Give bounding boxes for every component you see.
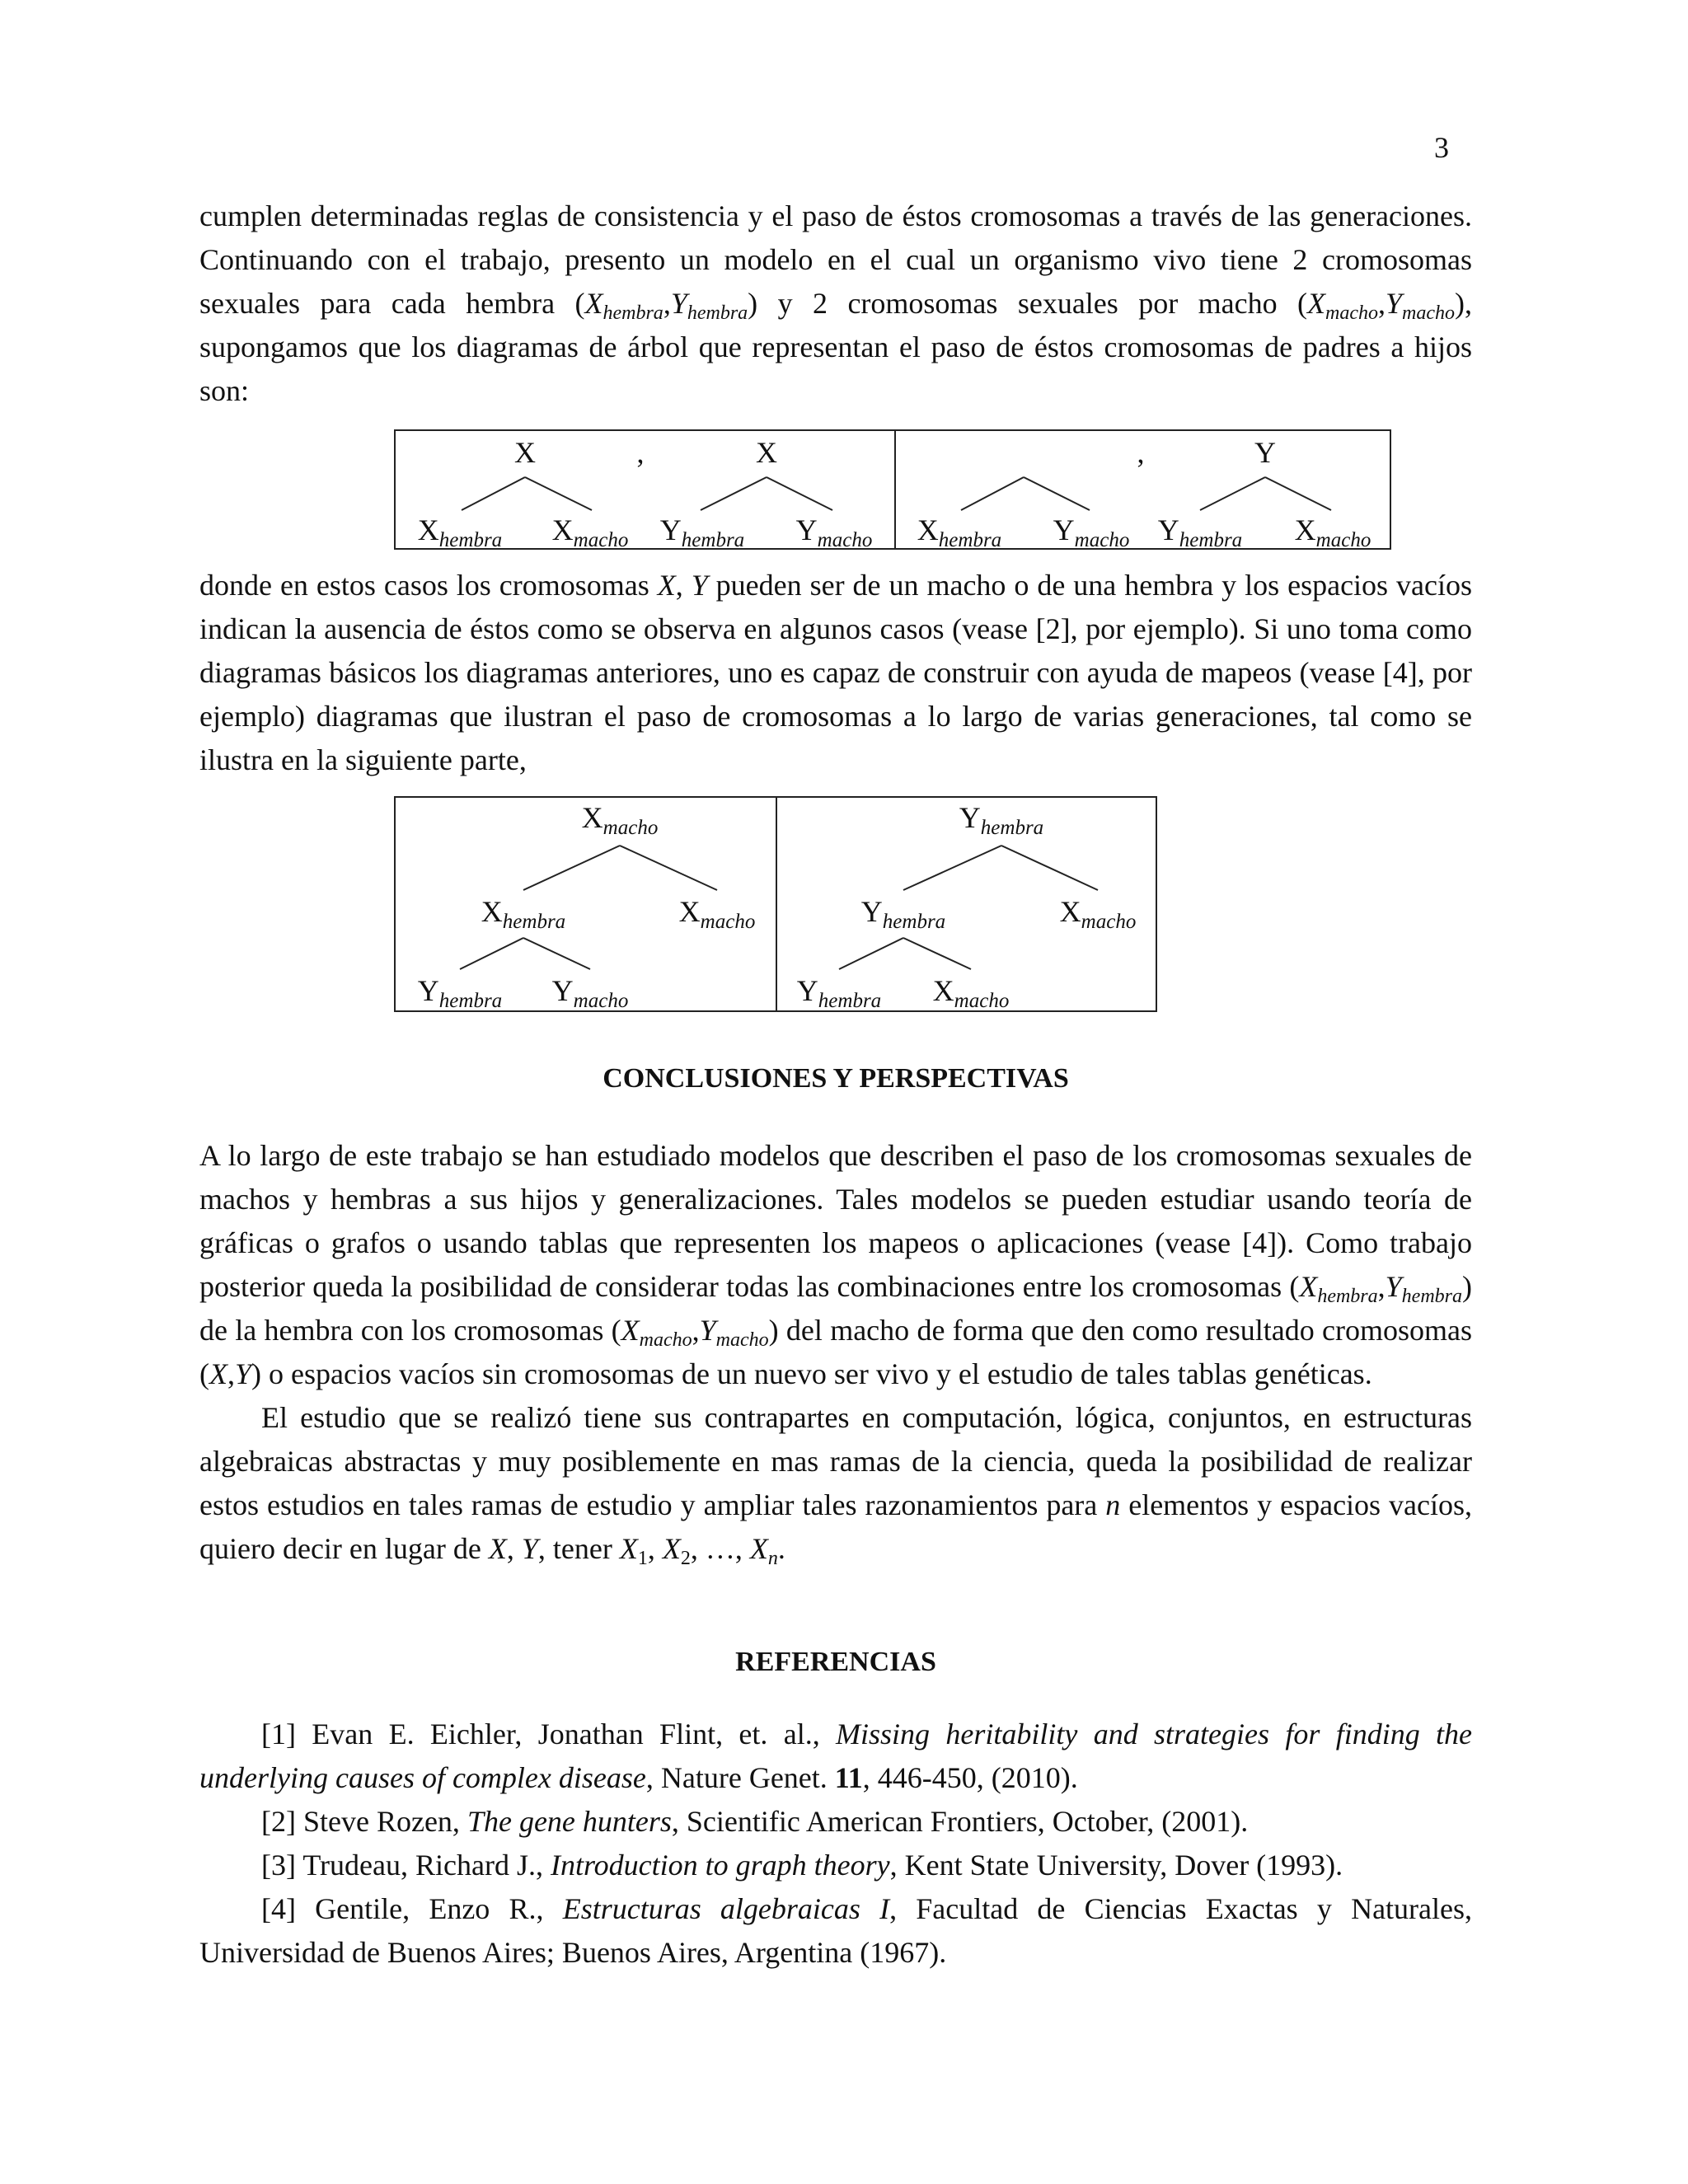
branch-line [1001, 846, 1098, 890]
branch-line [961, 477, 1024, 510]
paragraph-diagram-explanation: donde en estos casos los cromosomas X, Y pueden ser de un macho o de una hembra y los espacios vacíos indican la ausencia de éstos como se observa en algunos casos (vease [2], por ejemplo). Si uno toma como diagramas básicos los diagramas anteriores, uno es capaz de construir con ayuda de mapeos (vease [4], por ejemplo) diagramas que ilustran el paso de cromosomas a lo largo de varias generaciones, tal como se ilustra en la siguiente parte, [199, 569, 1472, 776]
tree-leaf: $Y_{hembra}$ [1157, 513, 1243, 551]
page-number: 3 [1434, 131, 1449, 164]
paragraph-conclusions: A lo largo de este trabajo se han estudiado modelos que describen el paso de los cromosomas sexuales de machos y hembras a sus hijos y generalizaciones. Tales modelos se pueden estudiar usando teoría de gráficas o grafos o usando tablas que representen los mapeos o aplicaciones (vease [4]). Como trabajo posterior queda la posibilidad de considerar todas las combinaciones entre los cromosomas $(X_{hembra},Y_{hembra})$ de la hembra con los cromosomas $(X_{macho},Y_{macho})$ del macho de forma que den como resultado cromosomas (X,Y) o espacios vacíos sin cromosomas de un nuevo ser vivo y el estudio de tales tablas genéticas. El estudio que se realizó tiene sus contrapartes en computación, lógica, conjuntos, en estructuras algebraicas abstractas y muy posiblemente en mas ramas de la ciencia, queda la posibilidad de realizar estos estudios en tales ramas de estudio y ampliar tales razonamientos para n elementos y espacios vacíos, quiero decir en lugar de X, Y, tener $X_1$, $X_2$, …, $X_n$. [199, 1139, 1472, 1569]
tree-leaf: $Y_{macho}$ [795, 513, 873, 551]
reference-item: [3] Trudeau, Richard J., Introduction to graph theory, Kent State University, Dover (1993). [261, 1849, 1343, 1882]
branch-line [839, 938, 903, 969]
tree-branches [396, 431, 1393, 551]
branch-line [767, 477, 832, 510]
conclusions-text-g: , tener [537, 1532, 620, 1565]
branch-line [462, 477, 525, 510]
branch-line [903, 846, 1001, 890]
tree-leaf: $X_{macho}$ [1294, 513, 1372, 551]
conclusions-text-e: El estudio que se realizó tiene sus contrapartes en computación, lógica, conjuntos, en estructuras algebraicas abstractas y muy posiblemente en mas ramas de la ciencia, queda la posibilidad de realizar estos estudios en tales ramas de estudio y ampliar tales razonamientos para [199, 1401, 1472, 1521]
reference-list [199, 1713, 1472, 1975]
reference-item: [4] Gentile, Enzo R., Estructuras algebraicas I, Facultad de Ciencias Exactas y Naturales, Universidad de Buenos Aires; Buenos Aires, Argentina (1967). [199, 1892, 1473, 1969]
generation-root: $Y_{hembra}$ [959, 801, 1044, 839]
branch-line [620, 846, 717, 890]
tree-root: X [514, 436, 536, 469]
generation-grandchild: $Y_{hembra}$ [417, 974, 503, 1012]
reference-item: [1] Evan E. Eichler, Jonathan Flint, et. al., Missing heritability and strategies for finding the underlying causes of complex disease, Nature Genet. 11, 446-450, (2010). [199, 1718, 1473, 1794]
conclusions-text-c: del macho de forma que den como resultado cromosomas [778, 1314, 1472, 1347]
generation-grandchild: $Y_{macho}$ [551, 974, 629, 1012]
tree-leaf: $Y_{macho}$ [1053, 513, 1130, 551]
generation-child: $X_{macho}$ [1059, 895, 1137, 933]
branch-line [460, 938, 523, 969]
branch-line [523, 846, 620, 890]
conclusions-text-d: o espacios vacíos sin cromosomas de un nuevo ser vivo y el estudio de tales tablas genéticas. [261, 1357, 1372, 1390]
tree-separator: , [1137, 436, 1145, 469]
explanation-text-a: donde en estos casos los cromosomas [199, 569, 658, 602]
branch-line [1200, 477, 1265, 510]
tree-leaf: $Y_{hembra}$ [659, 513, 745, 551]
section-title-conclusions: CONCLUSIONES Y PERSPECTIVAS [603, 1063, 1069, 1094]
generation-child: $X_{macho}$ [678, 895, 756, 933]
branch-line [701, 477, 767, 510]
diagram-generations [394, 796, 1157, 1012]
section-title-references: REFERENCIAS [735, 1647, 936, 1677]
reference-item: [2] Steve Rozen, The gene hunters, Scientific American Frontiers, October, (2001). [261, 1805, 1249, 1838]
branch-line [525, 477, 592, 510]
tree-root: Y [1254, 436, 1276, 469]
intro-text-b: y 2 cromosomas sexuales por macho [757, 287, 1297, 320]
tree-separator: , [636, 436, 645, 469]
generation-child: $Y_{hembra}$ [860, 895, 946, 933]
paragraph-intro: cumplen determinadas reglas de consistencia y el paso de éstos cromosomas a través de las generaciones. Continuando con el trabajo, presento un modelo en el cual un organismo vivo tiene 2 cromosomas sexuales para cada hembra $(X_{hembra},Y_{hembra})$ y 2 cromosomas sexuales por macho $(X_{macho},Y_{macho})$, supongamos que los diagramas de árbol que representan el paso de éstos cromosomas de padres a hijos son: [199, 199, 1472, 407]
explanation-text-b: pueden ser de un macho o de una hembra y los espacios vacíos indican la ausencia de éstos como se observa en algunos casos (vease [2], por ejemplo). Si uno toma como diagramas básicos los diagramas anteriores, uno es capaz de construir con ayuda de mapeos (vease [4], por ejemplo) diagramas que ilustran el paso de cromosomas a lo largo de varias generaciones, tal como se ilustra en la siguiente parte, [199, 569, 1472, 776]
tree-leaf: $X_{hembra}$ [417, 513, 503, 551]
branch-line [1265, 477, 1331, 510]
branch-line [1024, 477, 1090, 510]
generation-grandchild: $X_{macho}$ [932, 974, 1010, 1012]
generation-child: $X_{hembra}$ [481, 895, 566, 933]
intro-text-c: , supongamos que los diagramas de árbol que representan el paso de éstos cromosomas de padres a hijos son: [199, 287, 1472, 407]
tree-leaf: $X_{hembra}$ [917, 513, 1002, 551]
conclusions-text-f: elementos y espacios vacíos, quiero decir en lugar de [199, 1488, 1472, 1565]
branch-line [523, 938, 590, 969]
conclusions-text-b: de la hembra con los cromosomas [199, 1314, 612, 1347]
intro-text-a: cumplen determinadas reglas de consistencia y el paso de éstos cromosomas a través de las generaciones. Continuando con el trabajo, presento un modelo en el cual un organismo vivo tiene 2 cromosomas sexuales para cada hembra [199, 199, 1472, 320]
conclusions-text-a: A lo largo de este trabajo se han estudiado modelos que describen el paso de los cromosomas sexuales de machos y hembras a sus hijos y generalizaciones. Tales modelos se pueden estudiar usando teoría de gráficas o grafos o usando tablas que representen los mapeos o aplicaciones (vease [4]). Como trabajo posterior queda la posibilidad de considerar todas las combinaciones entre los cromosomas [199, 1139, 1472, 1303]
generation-grandchild: $Y_{hembra}$ [796, 974, 882, 1012]
generation-root: $X_{macho}$ [581, 801, 659, 839]
branch-line [903, 938, 971, 969]
diagram-basic-trees [394, 429, 1391, 550]
tree-leaf: $X_{macho}$ [551, 513, 629, 551]
tree-root: X [756, 436, 777, 469]
